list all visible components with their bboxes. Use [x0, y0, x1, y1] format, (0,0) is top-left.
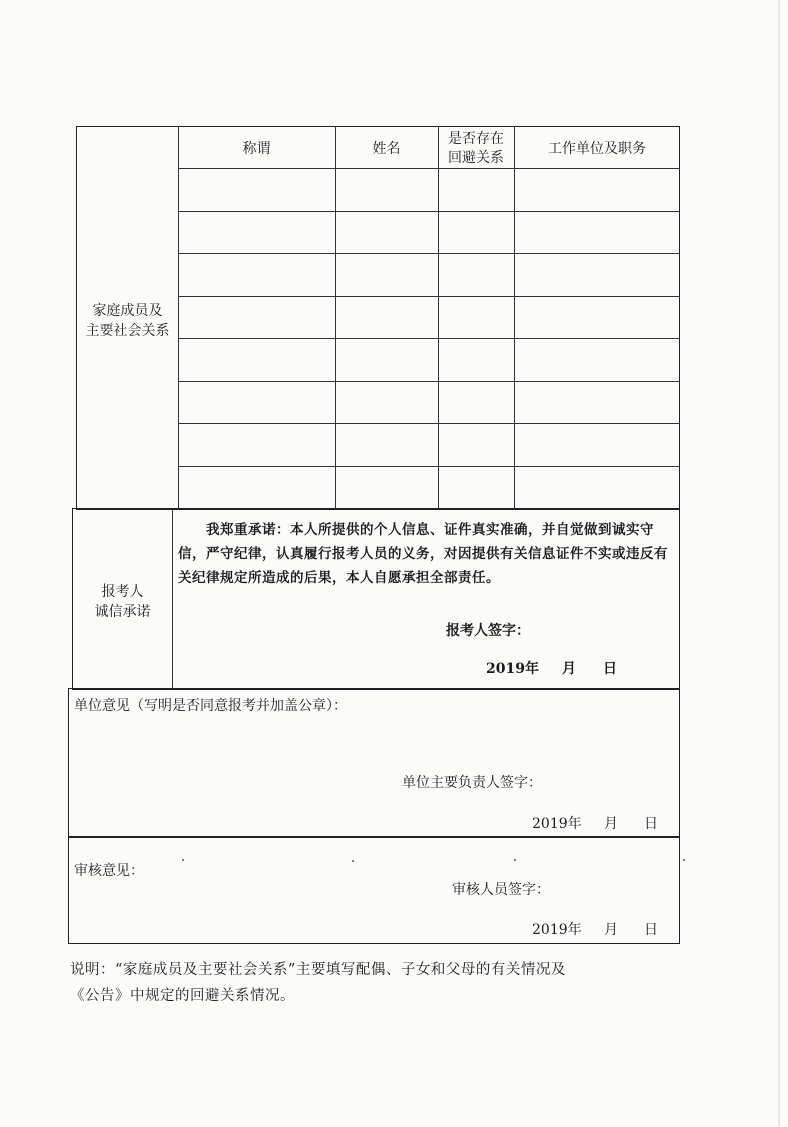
pledge-sign-label: 报考人签字：	[446, 623, 530, 639]
unit-opinion-date-day: 日	[644, 816, 658, 832]
pledge-label	[73, 582, 172, 622]
unit-opinion-date-year: 2019年	[532, 816, 582, 832]
pledge-date-year: 2019年	[486, 661, 539, 677]
family-label-line2: 主要社会关系	[85, 323, 170, 339]
pledge-label-divider	[172, 508, 173, 690]
row-line	[178, 253, 680, 254]
scan-speck	[683, 859, 685, 861]
review-date-month: 月	[604, 922, 618, 938]
explanation-note	[70, 957, 730, 1009]
scan-speck	[182, 859, 184, 861]
header-avoid-line1: 是否存在	[448, 131, 504, 147]
col-divider-relation-name	[335, 126, 336, 510]
review-label: 审核意见：	[74, 863, 144, 879]
pledge-label-line2: 诚信承诺	[94, 604, 151, 620]
pledge-date-day: 日	[603, 661, 617, 677]
pledge-label-line1: 报考人	[101, 584, 144, 600]
review-sign-label: 审核人员签字：	[452, 882, 550, 898]
header-avoid-line2: 回避关系	[448, 150, 504, 166]
header-work-unit: 工作单位及职务	[548, 141, 646, 157]
review-date-year: 2019年	[532, 922, 582, 938]
unit-opinion-date-month: 月	[604, 816, 618, 832]
review-date-day: 日	[644, 922, 658, 938]
header-relation: 称谓	[242, 141, 271, 157]
row-line	[178, 211, 680, 212]
explanation-note-line2: 《公告》中规定的回避关系情况。	[70, 988, 295, 1004]
scan-speck	[514, 859, 516, 861]
unit-opinion-label: 单位意见（写明是否同意报考并加盖公章）：	[74, 698, 347, 714]
family-label-divider	[178, 126, 179, 510]
row-line	[178, 296, 680, 297]
row-line	[178, 466, 680, 467]
row-line	[178, 381, 680, 382]
row-line	[178, 168, 680, 169]
review-section	[68, 836, 680, 944]
pledge-date-month: 月	[562, 661, 576, 677]
col-divider-avoid-work	[514, 126, 515, 510]
col-divider-name-avoid	[438, 126, 439, 510]
header-avoid-relation	[438, 130, 514, 168]
page-edge-shadow	[778, 0, 780, 1127]
header-name: 姓名	[372, 141, 401, 157]
family-section-label	[77, 301, 178, 341]
row-line	[178, 338, 680, 339]
row-line	[178, 423, 680, 424]
scan-speck	[352, 860, 354, 862]
unit-opinion-sign-label: 单位主要负责人签字：	[402, 775, 542, 791]
explanation-note-line1: 说明：“家庭成员及主要社会关系”主要填写配偶、子女和父母的有关情况及	[70, 962, 566, 978]
family-label-line1: 家庭成员及	[92, 303, 163, 319]
pledge-text: 我郑重承诺：本人所提供的个人信息、证件真实准确，并自觉做到诚实守信，严守纪律，认真履行报考人员的义务，对因提供有关信息证件不实或违反有关纪律规定所造成的后果，本人自愿承担全部责任。	[178, 522, 668, 586]
